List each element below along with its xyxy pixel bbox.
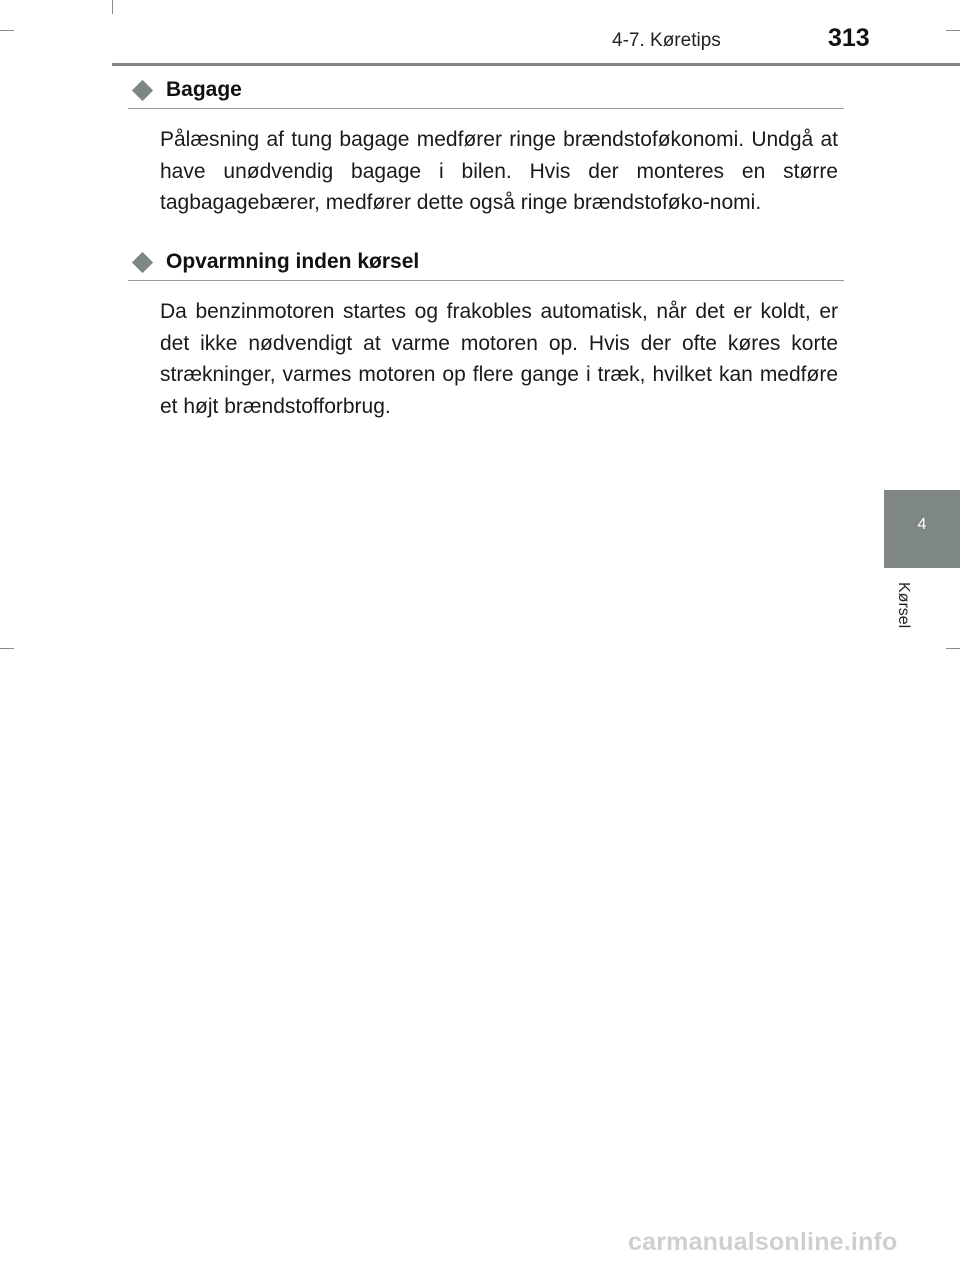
crop-mark — [0, 30, 14, 31]
section-heading — [128, 244, 844, 281]
section-label: 4-7. Køretips — [612, 30, 721, 51]
diamond-bullet-icon — [132, 79, 153, 100]
diamond-bullet-icon — [132, 251, 153, 272]
section-body: Da benzinmotoren startes og frakobles automatisk, når det er koldt, er det ikke nødvendigt at varme motoren op. Hvis der ofte køres korte strækninger, varmes motoren op flere gange i træk, hvilket kan medføre et højt brændstofforbrug. — [160, 300, 838, 418]
section-body: Pålæsning af tung bagage medfører ringe brændstoføkonomi. Undgå at have unødvendig bagage i bilen. Hvis der monteres en større tagbagagebærer, medfører dette også ringe brændstoføko-nomi. — [160, 128, 838, 214]
crop-mark — [0, 648, 14, 649]
crop-mark — [112, 0, 113, 14]
section-opvarmning — [128, 244, 844, 422]
crop-mark — [946, 648, 960, 649]
section-bagage — [128, 72, 844, 219]
chapter-number: 4 — [917, 516, 927, 533]
section-heading-text: Bagage — [166, 78, 242, 101]
chapter-tab — [884, 490, 960, 568]
section-heading — [128, 72, 844, 109]
page-number: 313 — [828, 24, 870, 52]
crop-mark — [946, 30, 960, 31]
header-rule — [112, 63, 960, 66]
watermark: carmanualsonline.info — [628, 1228, 898, 1256]
chapter-label: Kørsel — [895, 582, 912, 629]
section-heading-text: Opvarmning inden kørsel — [166, 250, 420, 273]
